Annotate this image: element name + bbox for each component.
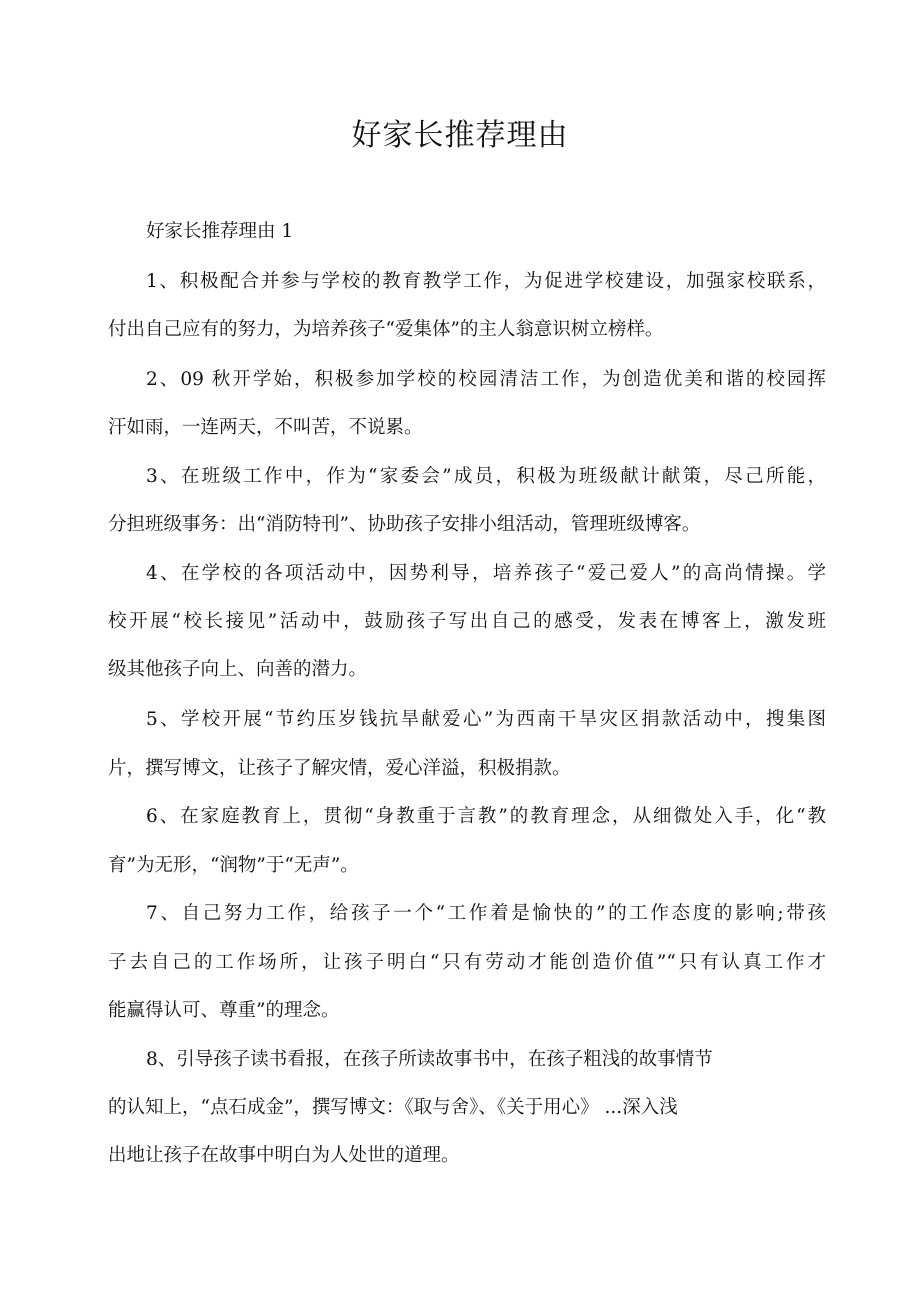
paragraph-7-line-1: 7、自己努力工作，给孩子一个“工作着是愉快的”的工作态度的影响;带孩: [146, 903, 826, 924]
paragraph-2-line-1: 2、09 秋开学始，积极参加学校的校园清洁工作，为创造优美和谐的校园挥: [146, 369, 826, 390]
paragraph-4-line-3: 级其他孩子向上、向善的潜力。: [108, 659, 368, 680]
paragraph-8-line-2: 的认知上，“点石成金”，撰写博文：《取与舍》、《关于用心》 ...深入浅: [108, 1097, 678, 1118]
paragraph-3-line-1: 3、在班级工作中，作为“家委会”成员，积极为班级献计献策，尽己所能，: [146, 466, 826, 487]
paragraph-8-line-3: 出地让孩子在故事中明白为人处世的道理。: [108, 1145, 460, 1166]
paragraph-6-line-1: 6、在家庭教育上，贯彻“身教重于言教”的教育理念，从细微处入手，化“教: [146, 806, 826, 827]
paragraph-6-line-2: 育”为无形，“润物”于“无声”。: [108, 855, 359, 876]
paragraph-2-line-2: 汗如雨，一连两天，不叫苦，不说累。: [108, 417, 423, 438]
paragraph-4-line-1: 4、在学校的各项活动中，因势利导，培养孩子“爱己爱人”的高尚情操。学: [146, 563, 826, 584]
paragraph-3-line-2: 分担班级事务：出“消防特刊”、协助孩子安排小组活动，管理班级博客。: [108, 514, 701, 535]
paragraph-1-line-1: 1、积极配合并参与学校的教育教学工作，为促进学校建设，加强家校联系，: [146, 271, 826, 292]
paragraph-8-line-1: 8、引导孩子读书看报，在孩子所读故事书中，在孩子粗浅的故事情节: [146, 1049, 713, 1070]
paragraph-1-line-2: 付出自己应有的努力，为培养孩子“爱集体”的主人翁意识树立榜样。: [108, 319, 664, 340]
paragraph-7-line-3: 能赢得认可、尊重”的理念。: [108, 1000, 340, 1021]
paragraph-5-line-2: 片，撰写博文，让孩子了解灾情，爱心洋溢，积极捐款。: [108, 758, 571, 779]
paragraph-7-line-2: 子去自己的工作场所，让孩子明白“只有劳动才能创造价值”“只有认真工作才: [108, 952, 826, 973]
paragraph-5-line-1: 5、学校开展“节约压岁钱抗旱献爱心”为西南干旱灾区捐款活动中，搜集图: [146, 709, 826, 730]
document-title: 好家长推荐理由: [351, 118, 569, 153]
section-heading: 好家长推荐理由 1: [146, 221, 294, 242]
paragraph-4-line-2: 校开展“校长接见”活动中，鼓励孩子写出自己的感受，发表在博客上，激发班: [108, 611, 826, 632]
